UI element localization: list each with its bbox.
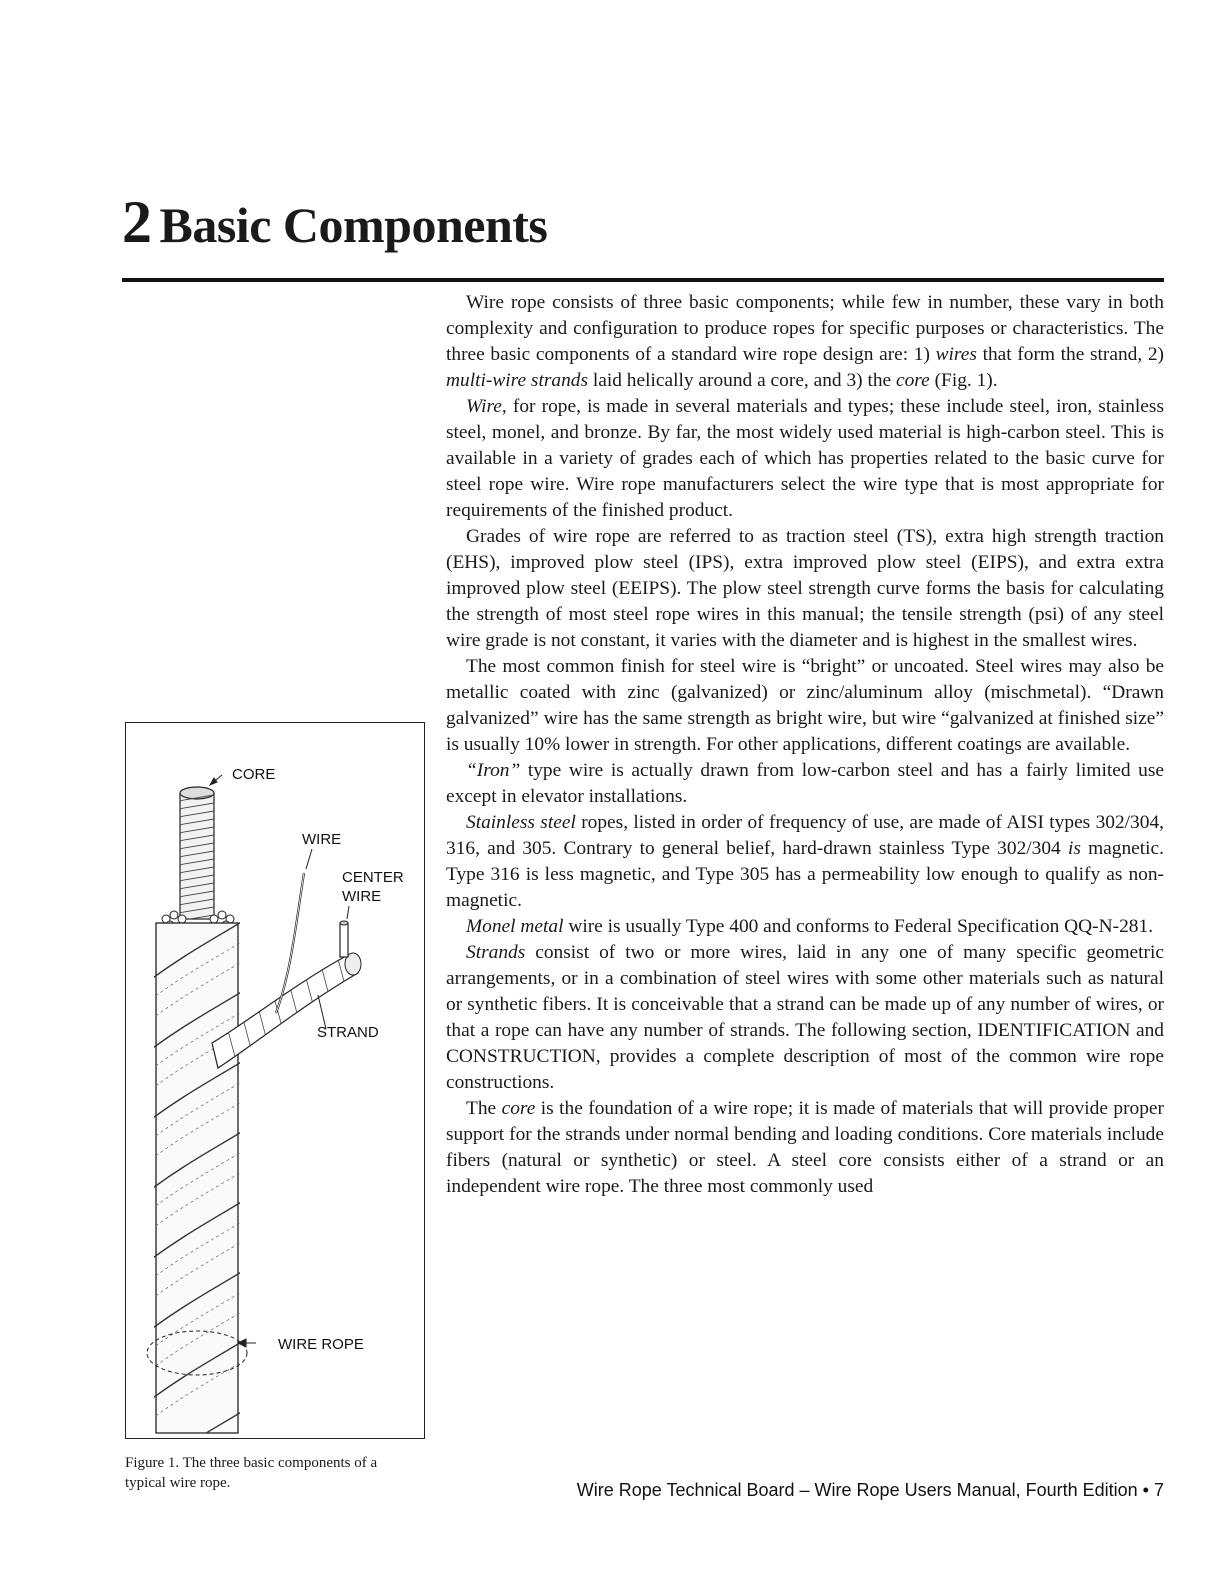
label-wire: WIRE xyxy=(302,831,342,848)
text-run: consist of two or more wires, laid in any one of many specific geometric arrangements, or in a combination of steel wires with some other materials such as natural or synthetic fibers. It is conceivable that a strand can be made up of any number of wires, or that a rope can have any number of strands. The following section, IDENTIFICATION and CONSTRUCTION, provides a complete description of most of the common wire rope constructions. xyxy=(446,942,1164,1093)
text-run: wire is usually Type 400 and conforms to Federal Specification QQ-N-281. xyxy=(563,916,1154,937)
rope-body xyxy=(146,913,256,1439)
body-text xyxy=(446,290,1164,1200)
italic-term: is xyxy=(1067,838,1081,859)
chapter-number: 2 xyxy=(122,189,152,255)
text-run: (Fig. 1). xyxy=(929,370,998,391)
italic-term: Strands xyxy=(466,942,526,963)
center-wire-illustration xyxy=(340,921,348,957)
title-rule xyxy=(122,278,1164,282)
paragraph xyxy=(446,810,1164,914)
italic-term: core xyxy=(896,370,930,391)
italic-term: wires xyxy=(935,344,977,365)
text-run: The most common finish for steel wire is “bright” or uncoated. Steel wires may also be metallic coated with zinc (galvanized) or zinc/aluminum alloy (mischmetal). “Drawn galvanized” wire has the same strength as bright wire, but wire “galvanized at finished size” is usually 10% lower in strength. For other applications, different coatings are available. xyxy=(446,656,1164,755)
text-run: magnetic. Type 316 is less magnetic, and Type 305 has a permeability low enough to qualify as non-magnetic. xyxy=(446,838,1165,911)
paragraph xyxy=(446,654,1164,758)
italic-term: Stainless steel xyxy=(466,812,576,833)
label-core: CORE xyxy=(232,766,276,783)
italic-term: “Iron” xyxy=(466,760,521,781)
text-run: type wire is actually drawn from low-carbon steel and has a fairly limited use except in elevator installations. xyxy=(446,760,1164,807)
paragraph xyxy=(446,914,1164,940)
core-illustration xyxy=(166,787,226,923)
page-footer: Wire Rope Technical Board – Wire Rope Users Manual, Fourth Edition • 7 xyxy=(576,1480,1164,1500)
chapter-title xyxy=(122,189,548,255)
paragraph xyxy=(446,290,1164,394)
paragraph xyxy=(446,1096,1164,1200)
italic-term: Wire xyxy=(466,396,502,417)
italic-term: core xyxy=(501,1098,536,1119)
paragraph xyxy=(446,758,1164,810)
text-run: The xyxy=(466,1098,502,1119)
text-run: is the foundation of a wire rope; it is made of materials that will provide proper support for the strands under normal bending and loading conditions. Core materials include fibers (natural or synthetic) or steel. A steel core consists either of a strand or an independent wire rope. The three most commonly used xyxy=(446,1098,1164,1197)
italic-term: Monel metal xyxy=(466,916,564,937)
paragraph xyxy=(446,940,1164,1096)
text-run: Wire rope consists of three basic components; while few in number, these vary in both complexity and configuration to produce ropes for specific purposes or characteristics. The three basic components of a standard wire rope design are: 1) xyxy=(446,292,1164,365)
label-center-wire-line1: CENTER xyxy=(342,869,404,886)
paragraph xyxy=(446,394,1164,524)
figure-wire-rope xyxy=(125,722,425,1439)
text-run: Grades of wire rope are referred to as traction steel (TS), extra high strength traction (EHS), improved plow steel (IPS), extra improved plow steel (EIPS), and extra extra improved plow steel (EEIPS). The plow steel strength curve forms the basis for calculating the strength of most steel rope wires in this manual; the tensile strength (psi) of any steel wire grade is not constant, it varies with the diameter and is highest in the smallest wires. xyxy=(446,526,1164,651)
text-run: laid helically around a core, and 3) the xyxy=(588,370,896,391)
text-run: ropes, listed in order of frequency of use, are made of AISI types 302/304, 316, and 305. Contrary to general belief, hard-drawn stainless Type 302/304 xyxy=(446,812,1164,859)
italic-term: multi-wire strands xyxy=(446,370,589,391)
chapter-title-text: Basic Components xyxy=(159,197,548,253)
figure-caption: Figure 1. The three basic components of a typical wire rope. xyxy=(125,1455,378,1491)
paragraph xyxy=(446,524,1164,654)
wire-rope-illustration xyxy=(126,723,425,1439)
label-center-wire-line2: WIRE xyxy=(342,888,382,905)
label-wire-rope: WIRE ROPE xyxy=(278,1336,364,1353)
label-strand: STRAND xyxy=(317,1024,379,1041)
text-run: that form the strand, 2) xyxy=(976,344,1164,365)
text-run: , for rope, is made in several materials and types; these include steel, iron, stainless steel, monel, and bronze. By far, the most widely used material is high-carbon steel. This is available in a variety of grades each of which has properties related to the basic curve for steel rope wire. Wire rope manufacturers select the wire type that is most appropriate for requirements of the finished product. xyxy=(446,396,1164,521)
